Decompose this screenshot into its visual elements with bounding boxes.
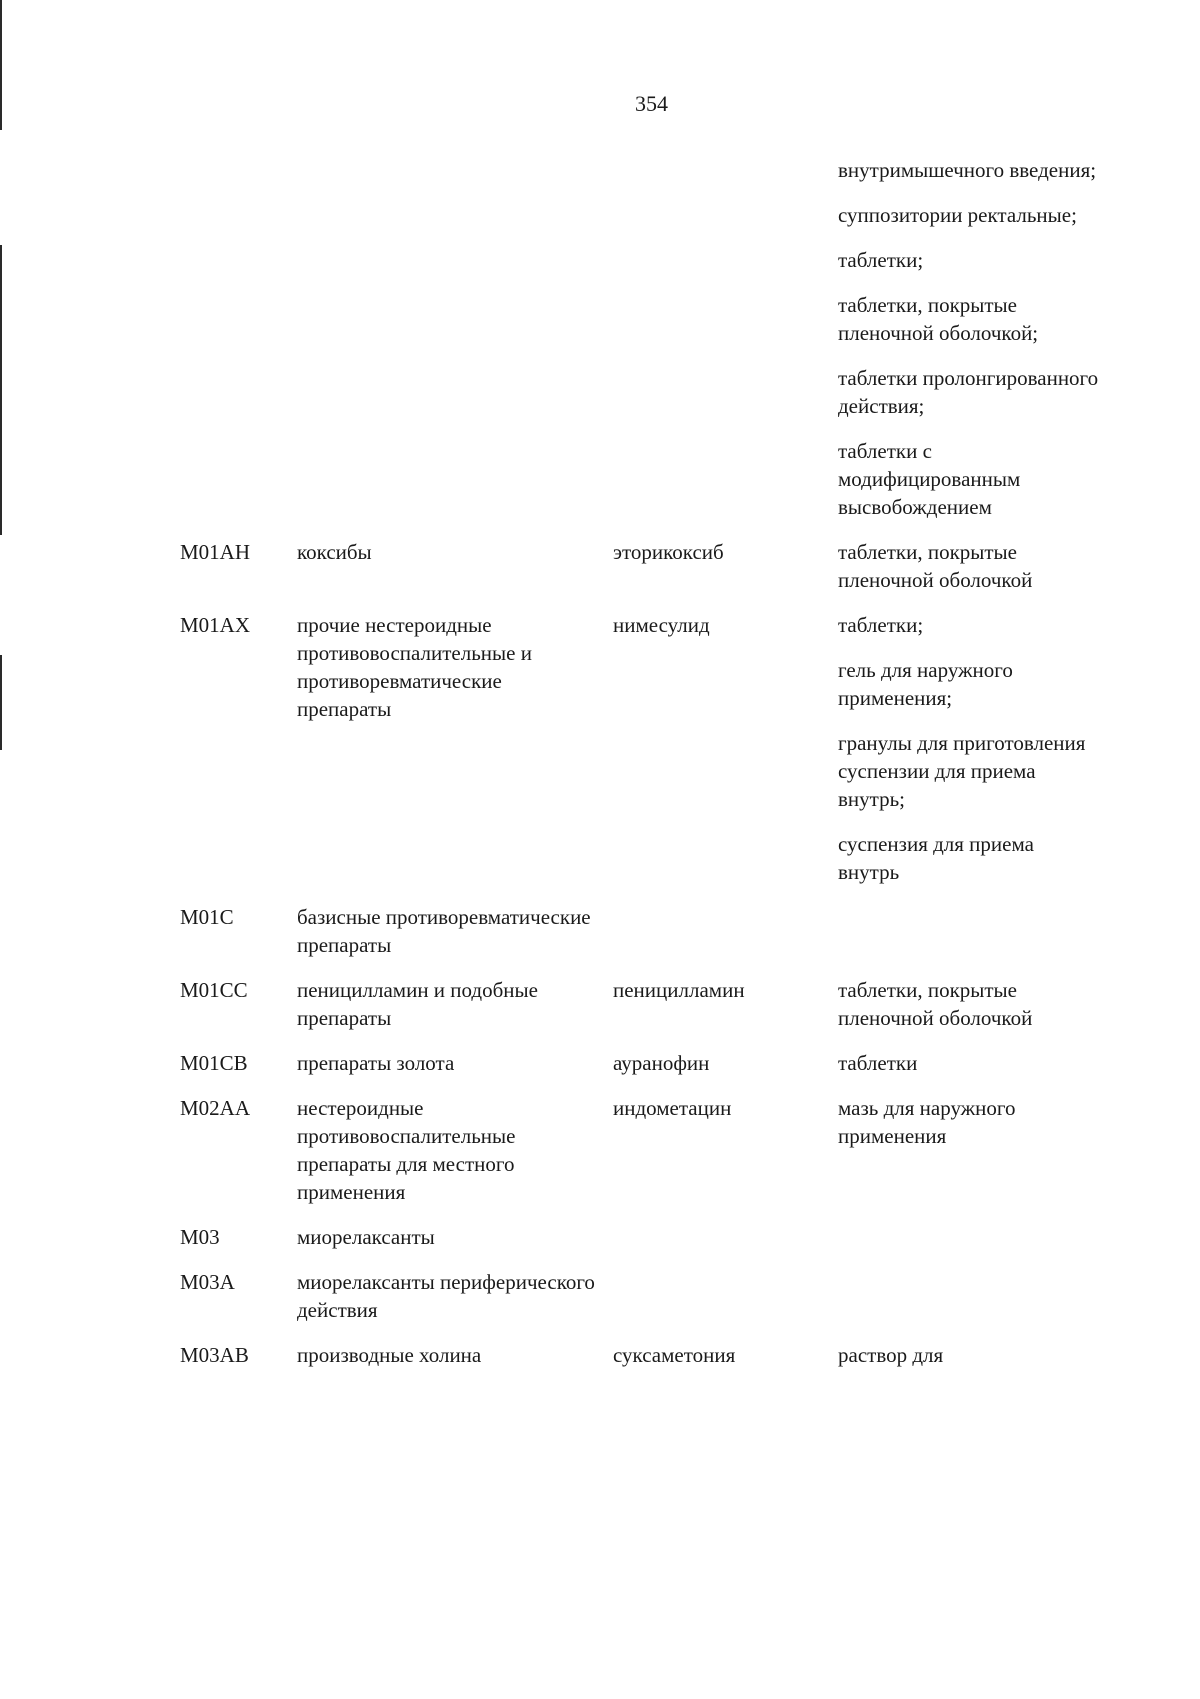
dosage-form-cell bbox=[838, 156, 1100, 521]
pharmacological-group: пеницилламин и подобные препараты bbox=[297, 978, 538, 1030]
atc-code: M01C bbox=[180, 905, 234, 929]
atc-code: M01CB bbox=[180, 1051, 248, 1075]
drug-table bbox=[180, 156, 1100, 1386]
dosage-form-cell bbox=[838, 1094, 1100, 1150]
table-row bbox=[180, 611, 1100, 886]
scan-edge-middle bbox=[0, 245, 2, 535]
dosage-form-cell bbox=[838, 1341, 1100, 1369]
continuation-row bbox=[180, 156, 1100, 521]
dosage-form: таблетки с модифицированным высвобождением bbox=[838, 439, 1021, 519]
table-row bbox=[180, 1341, 1100, 1369]
table-row bbox=[180, 1049, 1100, 1077]
table-row bbox=[180, 976, 1100, 1032]
dosage-form: таблетки, покрытые пленочной оболочкой bbox=[838, 978, 1033, 1030]
pharmacological-group: миорелаксанты периферического действия bbox=[297, 1270, 595, 1322]
table-row bbox=[180, 538, 1100, 594]
drug-name: индометацин bbox=[613, 1096, 732, 1120]
dosage-form: раствор для bbox=[838, 1343, 944, 1367]
dosage-form: суспензия для приема внутрь bbox=[838, 832, 1034, 884]
atc-code: M01CC bbox=[180, 978, 248, 1002]
drug-name: суксаметония bbox=[613, 1343, 736, 1367]
dosage-form: таблетки; bbox=[838, 613, 924, 637]
dosage-form-cell bbox=[838, 538, 1100, 594]
dosage-form: таблетки bbox=[838, 1051, 918, 1075]
table-row bbox=[180, 1223, 1100, 1251]
pharmacological-group: производные холина bbox=[297, 1343, 482, 1367]
dosage-form: внутримышечного введения; bbox=[838, 158, 1097, 182]
atc-code: M02AA bbox=[180, 1096, 251, 1120]
atc-code: M03AB bbox=[180, 1343, 249, 1367]
drug-name: ауранофин bbox=[613, 1051, 710, 1075]
pharmacological-group: прочие нестероидные противовоспалительные и противоревматические препараты bbox=[297, 613, 532, 721]
table-row bbox=[180, 1268, 1100, 1324]
atc-code: M03A bbox=[180, 1270, 235, 1294]
dosage-form: гранулы для приготовления суспензии для приема внутрь; bbox=[838, 731, 1086, 811]
pharmacological-group: базисные противоревматические препараты bbox=[297, 905, 591, 957]
page-number: 354 bbox=[635, 91, 668, 116]
drug-name: пеницилламин bbox=[613, 978, 745, 1002]
pharmacological-group: миорелаксанты bbox=[297, 1225, 435, 1249]
dosage-form-cell bbox=[838, 976, 1100, 1032]
dosage-form: мазь для наружного применения bbox=[838, 1096, 1016, 1148]
drug-name: нимесулид bbox=[613, 613, 710, 637]
pharmacological-group: нестероидные противовоспалительные препараты для местного применения bbox=[297, 1096, 516, 1204]
atc-code: M03 bbox=[180, 1225, 220, 1249]
pharmacological-group: препараты золота bbox=[297, 1051, 455, 1075]
dosage-form: таблетки; bbox=[838, 248, 924, 272]
dosage-form: таблетки пролонгированного действия; bbox=[838, 366, 1099, 418]
pharmacological-group: коксибы bbox=[297, 540, 372, 564]
dosage-form-cell bbox=[838, 611, 1100, 886]
dosage-form: суппозитории ректальные; bbox=[838, 203, 1077, 227]
scan-edge-lower bbox=[0, 655, 2, 750]
atc-code: M01AH bbox=[180, 540, 251, 564]
dosage-form: таблетки, покрытые пленочной оболочкой; bbox=[838, 293, 1039, 345]
table-row bbox=[180, 903, 1100, 959]
dosage-form: гель для наружного применения; bbox=[838, 658, 1013, 710]
dosage-form-cell bbox=[838, 1049, 1100, 1077]
drug-name: эторикоксиб bbox=[613, 540, 724, 564]
atc-code: M01AX bbox=[180, 613, 251, 637]
table-row bbox=[180, 1094, 1100, 1206]
dosage-form: таблетки, покрытые пленочной оболочкой bbox=[838, 540, 1033, 592]
